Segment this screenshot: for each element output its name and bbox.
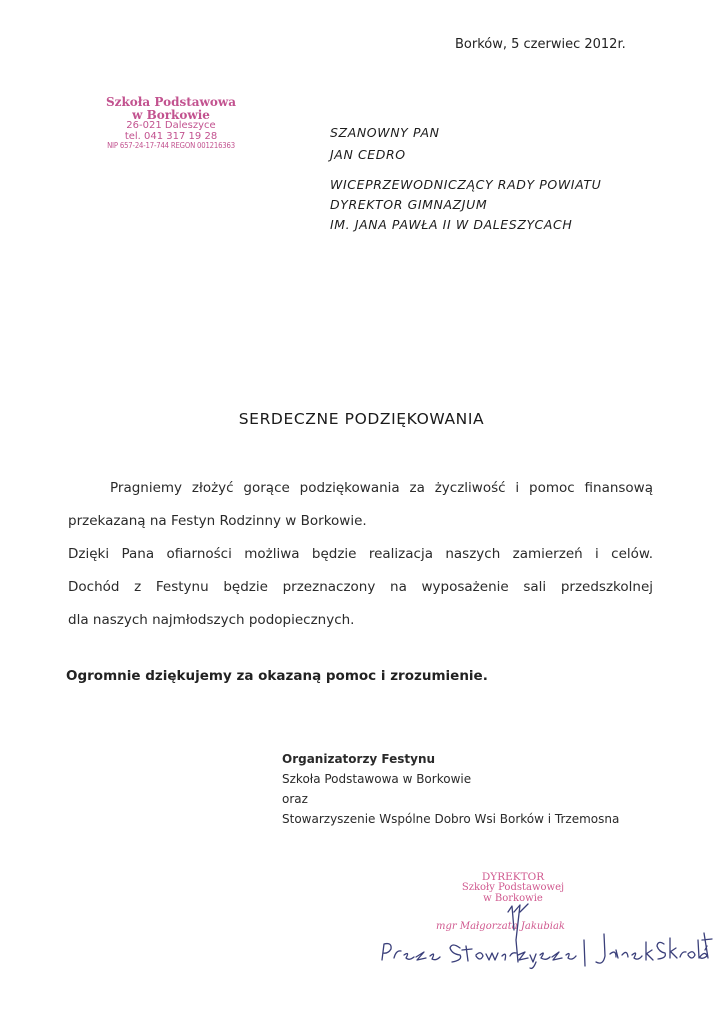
body-line: Dzięki Pana ofiarności możliwa będzie realizacja naszych zamierzeń i celów. [68,546,653,562]
signature-word-jacek [596,934,653,963]
organizers-line: Stowarzyszenie Wspólne Dobro Wsi Borków i Trzemosna [282,812,620,826]
director-name: mgr Małgorzata Jakubiak [436,921,565,932]
director-stamp-line: DYREKTOR [481,871,545,883]
organizers-heading: Organizatorzy Festynu [282,752,436,766]
recipient-line: SZANOWNY PAN [330,125,440,140]
body-line: dla naszych najmłodszych podopiecznych. [68,612,355,628]
signature-word-prezes [382,944,440,960]
recipient-line: JAN CEDRO [330,147,406,162]
stamp-line: NIP 657-24-17-744 REGON 001216363 [107,141,235,151]
signature-word-skrobot [657,933,712,959]
letter-title: SERDECZNE PODZIĘKOWANIA [238,410,485,428]
body-line: przekazaną na Festyn Rodzinny w Borkowie. [68,513,367,529]
recipient-line: IM. JANA PAWŁA II W DALESZYCACH [330,217,573,232]
recipient-line: WICEPRZEWODNICZĄCY RADY POWIATU [330,177,602,192]
stamp-line: tel. 041 317 19 28 [124,130,218,142]
director-initials-mark [508,904,528,962]
body-line: Dochód z Festynu będzie przeznaczony na wyposażenie sali przedszkolnej [68,579,653,595]
closing-line: Ogromnie dziękujemy za okazaną pomoc i zrozumienie. [66,668,488,684]
director-stamp-line: Szkoły Podstawowej [461,882,565,894]
signature-word-stowarzyszenie [450,945,576,968]
director-stamp-line: w Borkowie [483,892,543,904]
stamp-line: Szkoła Podstawowa [106,95,236,109]
stamp-line: 26-021 Daleszyce [126,120,216,132]
body-line: Pragniemy złożyć gorące podziękowania za życzliwość i pomoc finansową [110,480,653,496]
organizers-line: Szkoła Podstawowa w Borkowie [282,772,472,786]
recipient-line: DYREKTOR GIMNAZJUM [330,197,488,212]
stamp-line: w Borkowie [132,107,210,122]
organizers-line: oraz [282,792,308,806]
letter-date: Borków, 5 czerwiec 2012r. [455,37,626,52]
